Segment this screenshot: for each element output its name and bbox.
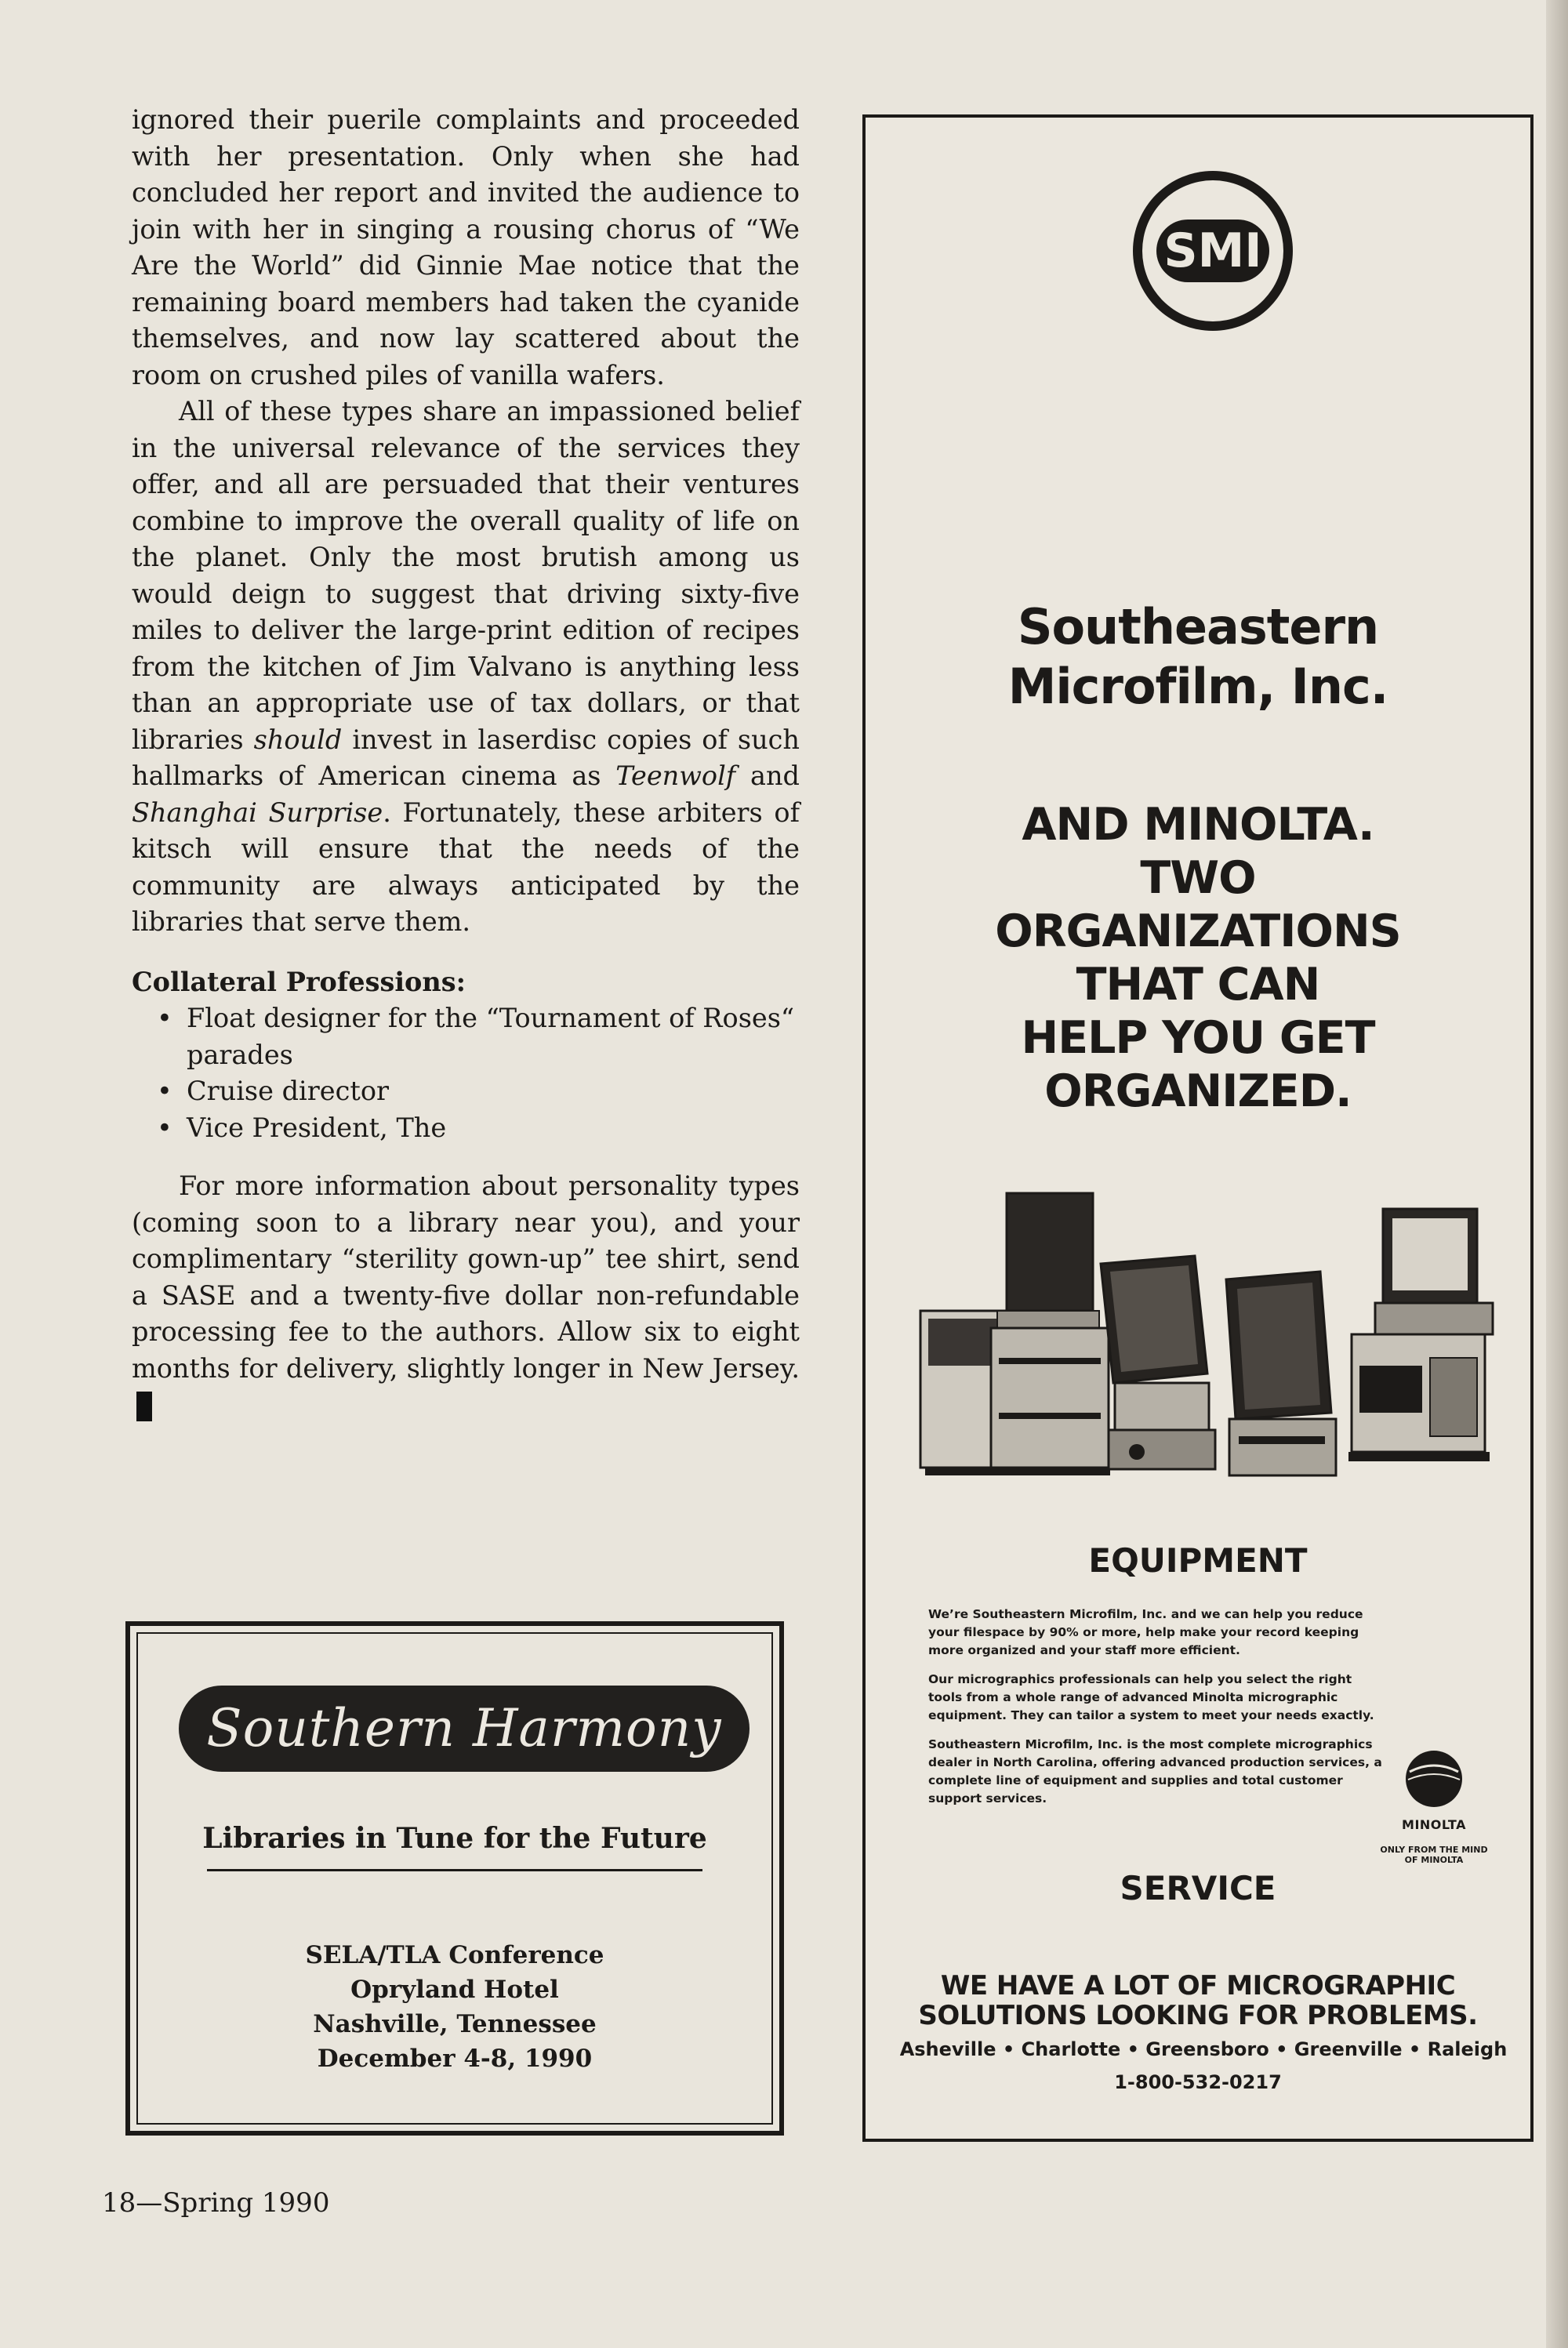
text-run: invest in laserdisc copies of such hallmarks of American cinema as: [132, 724, 800, 791]
minolta-logo-icon: [1403, 1748, 1465, 1809]
minolta-brand: [1379, 1748, 1489, 1865]
southern-harmony-notice: [125, 1621, 784, 2136]
company-name-line: Southeastern: [1017, 598, 1379, 655]
reader-cabinet-left: [920, 1193, 1110, 1475]
emphasis: should: [253, 724, 343, 755]
bullet-icon: •: [157, 1076, 172, 1106]
end-of-article-mark: [136, 1392, 152, 1421]
list-item: [132, 1110, 800, 1147]
ad-body-copy: [928, 1606, 1383, 1819]
service-heading: SERVICE: [1120, 1869, 1276, 1907]
film-title: Teenwolf: [615, 760, 736, 791]
list-item: [132, 1000, 800, 1073]
logo-text: SMI: [1163, 223, 1262, 278]
ad-body-paragraph: We’re Southeastern Microfilm, Inc. and we can help you reduce your filespace by 90% or more, help make your record keeping more organized and your staff more efficient.: [928, 1607, 1363, 1657]
ad-headline: [866, 798, 1530, 1118]
page-footer: 18—Spring 1990: [102, 2187, 330, 2219]
bullet-icon: •: [157, 1112, 172, 1143]
headline-line: ORGANIZATIONS: [995, 905, 1401, 957]
list-item: [132, 1073, 800, 1110]
section-heading: Collateral Professions:: [132, 966, 466, 997]
minolta-tagline: ONLY FROM THE MIND OF MINOLTA: [1380, 1845, 1488, 1865]
microfilm-reader: [1101, 1256, 1215, 1469]
text-run: and: [735, 760, 800, 791]
smi-advertisement: [862, 114, 1534, 2142]
list-item-text: Float designer for the “Tournament of Roses“ parades: [187, 1003, 795, 1070]
microfilm-reader-printer: [1226, 1272, 1336, 1475]
list-item-text: Cruise director: [187, 1076, 390, 1106]
text-run: . Fortunately, these arbiters of kitsch will ensure that the needs of the community are always anticipated by the libraries that serve them.: [132, 797, 800, 937]
company-name-line: Microfilm, Inc.: [1007, 658, 1388, 715]
text-run: For more information about personality types (coming soon to a library near you), and your complimentary “sterility gown-up” tee shirt, send a SASE and a twenty-five dollar non-refundable processing fee to the authors. Allow six to eight months for delivery, slightly longer in New Jersey.: [132, 1170, 800, 1384]
notice-banner: Southern Harmony: [179, 1686, 750, 1772]
article-paragraph: [132, 1168, 800, 1424]
conference-details: [138, 1938, 771, 2076]
text-run: All of these types share an impassioned belief in the universal relevance of the services they offer, and all are persuaded that their ventures combine to improve the overall quality of life on the planet. Only the most brutish among us would deign to suggest that driving sixty-five miles to deliver the large-print edition of recipes from the kitchen of Jim Valvano is anything less than an appropriate use of tax dollars, or that libraries: [132, 396, 800, 755]
film-title: Shanghai Surprise: [132, 797, 383, 828]
minolta-wordmark: MINOLTA: [1402, 1817, 1466, 1832]
ad-body-paragraph: Southeastern Microfilm, Inc. is the most complete micrographics dealer in North Carolina, offering advanced production services, a complete line of equipment and supplies and total customer support services.: [928, 1737, 1382, 1805]
notice-inner-border: [136, 1632, 773, 2125]
slogan-line: SOLUTIONS LOOKING FOR PROBLEMS.: [918, 2000, 1478, 2031]
headline-line: AND MINOLTA.: [1022, 799, 1374, 851]
article-column: [132, 102, 800, 1424]
conference-venue: Opryland Hotel: [350, 1976, 559, 2004]
headline-line: HELP YOU GET: [1021, 1012, 1375, 1064]
headline-line: ORGANIZED.: [1044, 1065, 1352, 1117]
smi-logo-icon: [1130, 168, 1296, 334]
bullet-icon: •: [157, 1003, 172, 1033]
divider: [207, 1869, 702, 1871]
conference-dates: December 4-8, 1990: [317, 2045, 593, 2073]
notice-tagline: Libraries in Tune for the Future: [202, 1822, 707, 1855]
headline-line: TWO: [1140, 852, 1256, 904]
slogan-line: WE HAVE A LOT OF MICROGRAPHIC: [940, 1970, 1456, 2001]
phone-number: 1-800-532-0217: [1114, 2071, 1282, 2093]
bullet-list: [132, 1000, 800, 1146]
equipment-heading: EQUIPMENT: [1088, 1541, 1308, 1580]
article-paragraph: ignored their puerile complaints and proceeded with her presentation. Only when she had concluded her report and invited the audience to join with her in singing a rousing chorus of “We Are the World” did Ginnie Mae notice that the remaining board members had taken the cyanide themselves, and now lay scattered about the room on crushed piles of vanilla wafers.: [132, 104, 800, 390]
workstation-right: [1348, 1209, 1493, 1461]
page-edge-shadow: [1546, 0, 1568, 2348]
ad-body-paragraph: Our micrographics professionals can help you select the right tools from a whole range of advanced Minolta micrographic equipment. They can tailor a system to meet your needs exactly.: [928, 1672, 1374, 1722]
company-name: [866, 597, 1530, 717]
article-paragraph: [132, 394, 800, 941]
headline-line: THAT CAN: [1076, 959, 1320, 1011]
conference-city: Nashville, Tennessee: [313, 2010, 597, 2038]
list-item-text: Vice President, The: [187, 1112, 447, 1143]
ad-slogan: [866, 1971, 1530, 2030]
conference-name: SELA/TLA Conference: [305, 1941, 604, 1969]
office-locations: Asheville • Charlotte • Greensboro • Greenville • Raleigh: [899, 2038, 1508, 2060]
micrographic-equipment-illustration: [913, 1178, 1497, 1546]
